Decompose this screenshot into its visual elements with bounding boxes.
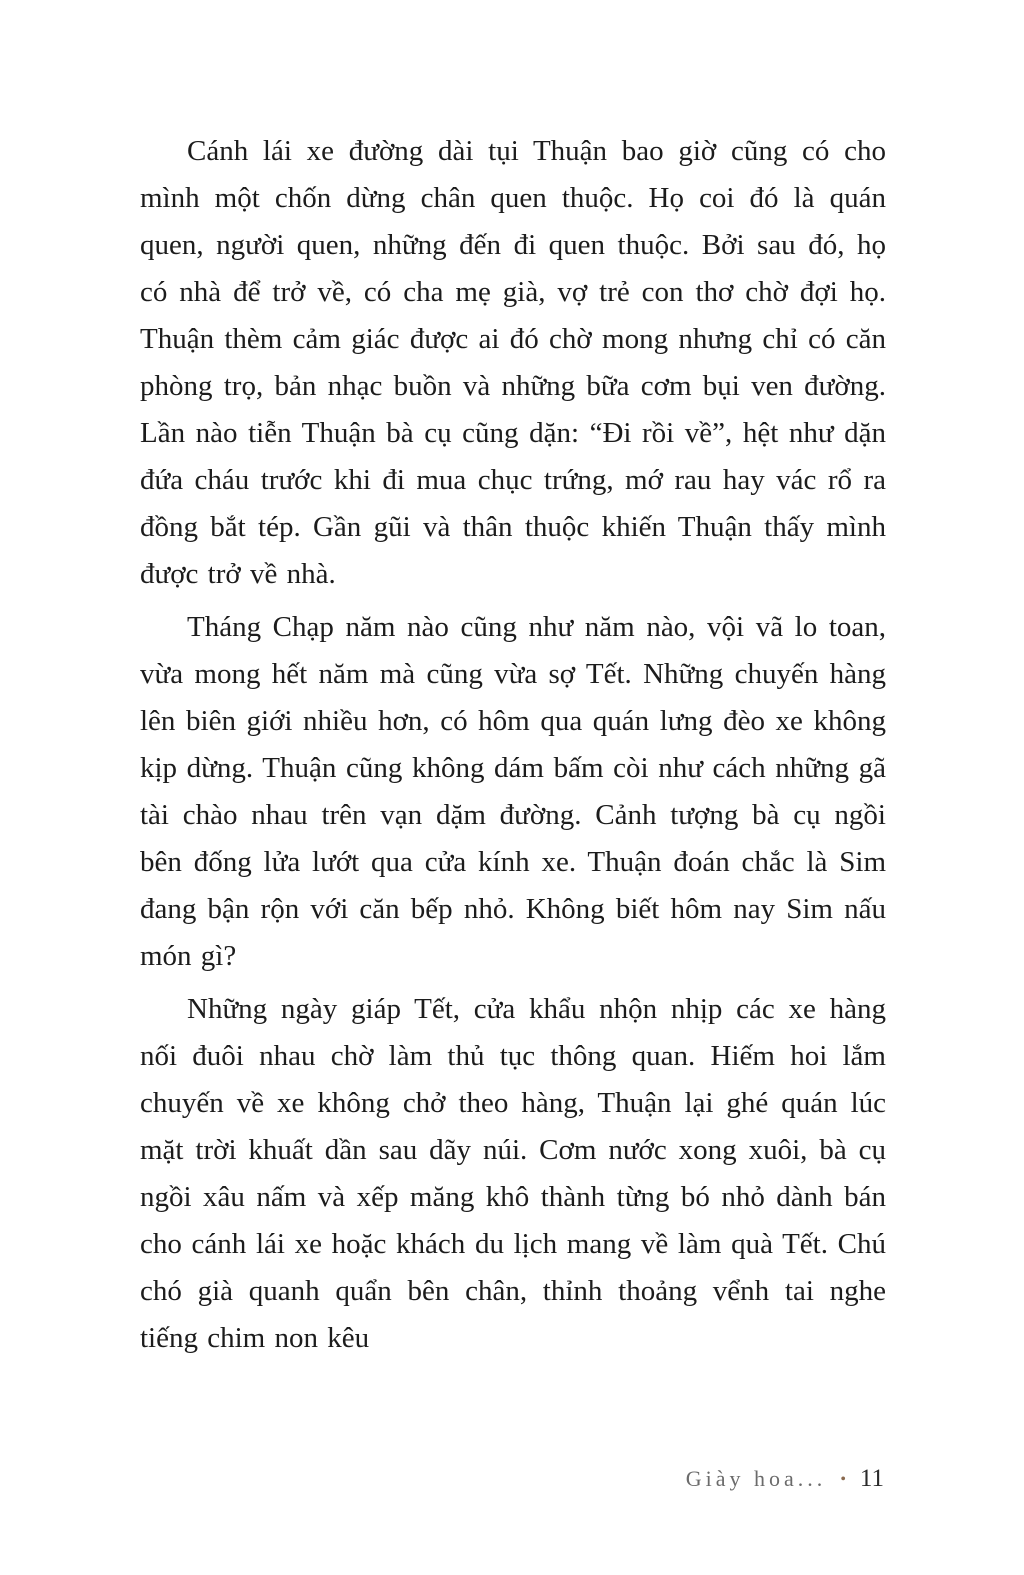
body-text xyxy=(140,128,886,1368)
page-footer xyxy=(686,1465,884,1493)
body-paragraph: Những ngày giáp Tết, cửa khẩu nhộn nhịp các xe hàng nối đuôi nhau chờ làm thủ tục thông quan. Hiếm hoi lắm chuyến về xe không chở theo hàng, Thuận lại ghé quán lúc mặt trời khuất dần sau dãy núi. Cơm nước xong xuôi, bà cụ ngồi xâu nấm và xếp măng khô thành từng bó nhỏ dành bán cho cánh lái xe hoặc khách du lịch mang về làm quà Tết. Chú chó già quanh quẩn bên chân, thỉnh thoảng vểnh tai nghe tiếng chim non kêu xyxy=(140,993,886,1354)
page-number: 11 xyxy=(859,1465,884,1492)
body-paragraph: Tháng Chạp năm nào cũng như năm nào, vội vã lo toan, vừa mong hết năm mà cũng vừa sợ Tết. Những chuyến hàng lên biên giới nhiều hơn, có hôm qua quán lưng đèo xe không kịp dừng. Thuận cũng không dám bấm còi như cách những gã tài chào nhau trên vạn dặm đường. Cảnh tượng bà cụ ngồi bên đống lửa lướt qua cửa kính xe. Thuận đoán chắc là Sim đang bận rộn với căn bếp nhỏ. Không biết hôm nay Sim nấu món gì? xyxy=(140,611,886,972)
body-paragraph: Cánh lái xe đường dài tụi Thuận bao giờ cũng có cho mình một chốn dừng chân quen thuộc. Họ coi đó là quán quen, người quen, những đến đi quen thuộc. Bởi sau đó, họ có nhà để trở về, có cha mẹ già, vợ trẻ con thơ chờ đợi họ. Thuận thèm cảm giác được ai đó chờ mong nhưng chỉ có căn phòng trọ, bản nhạc buồn và những bữa cơm bụi ven đường. Lần nào tiễn Thuận bà cụ cũng dặn: “Đi rồi về”, hệt như dặn đứa cháu trước khi đi mua chục trứng, mớ rau hay vác rổ ra đồng bắt tép. Gần gũi và thân thuộc khiến Thuận thấy mình được trở về nhà. xyxy=(140,135,886,590)
footer-separator-dot: • xyxy=(840,1471,846,1488)
running-book-title: Giày hoa... xyxy=(685,1466,827,1491)
